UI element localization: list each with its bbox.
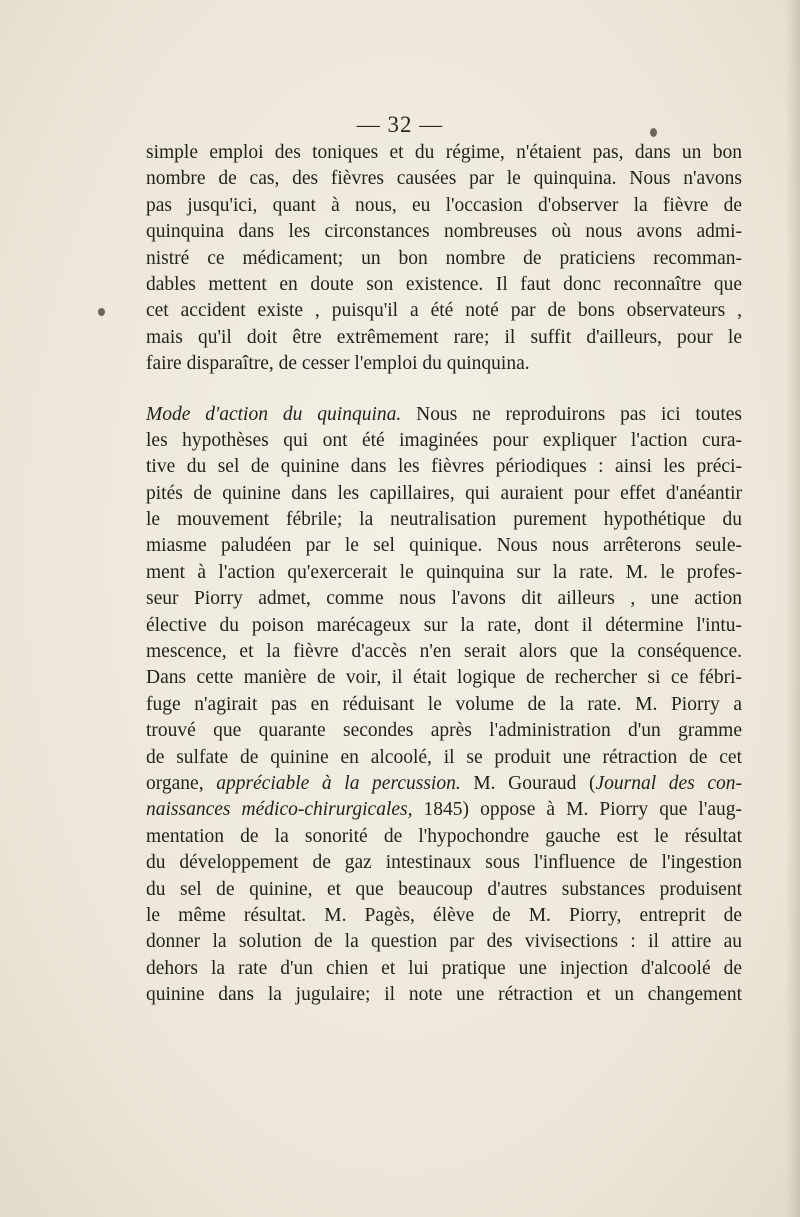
text-line: le même résultat. M. Pagès, élève de M. Piorry, entreprit de: [146, 904, 742, 926]
text-line: dehors la rate d'un chien et lui pratique une injection d'alcoolé de: [146, 957, 742, 979]
text-line: Dans cette manière de voir, il était logique de rechercher si ce fébri-: [146, 667, 742, 689]
text-line: quinquina dans les circonstances nombreuses où nous avons admi-: [146, 221, 742, 243]
text-line: simple emploi des toniques et du régime, n'étaient pas, dans un bon: [146, 142, 742, 163]
text-fragment: organe,: [146, 772, 217, 794]
text-line: du sel de quinine, et que beaucoup d'autres substances produisent: [146, 878, 742, 900]
text-fragment: 1845) oppose à M. Piorry que l'aug-: [412, 799, 743, 821]
text-line: tive du sel de quinine dans les fièvres périodiques : ainsi les préci-: [146, 456, 742, 478]
text-line: seur Piorry admet, comme nous l'avons dit ailleurs , une action: [146, 588, 742, 610]
text-line: faire disparaître, de cesser l'emploi du quinquina.: [146, 353, 530, 375]
text-line: mais qu'il doit être extrêmement rare; il suffit d'ailleurs, pour le: [146, 326, 742, 348]
text-line: mentation de la sonorité de l'hypochondre gauche est le résultat: [146, 825, 742, 847]
paragraph-1: [146, 140, 742, 378]
text-line: [146, 797, 742, 823]
text-line: [146, 402, 742, 428]
text-line: miasme paludéen par le sel quinique. Nous nous arrêterons seule-: [146, 535, 742, 557]
text-line: fuge n'agirait pas en réduisant le volume de la rate. M. Piorry a: [146, 693, 742, 715]
text-line: quinine dans la jugulaire; il note une rétraction et un changement: [146, 984, 742, 1006]
text-line: cet accident existe , puisqu'il a été noté par de bons observateurs ,: [146, 300, 742, 322]
text-line: pas jusqu'ici, quant à nous, eu l'occasion d'observer la fièvre de: [146, 194, 742, 216]
text-fragment: M. Gouraud (: [460, 772, 596, 794]
italic-phrase: appréciable à la percussion.: [216, 772, 461, 794]
section-heading: Mode d'action du quinquina.: [146, 403, 402, 425]
text-line: pités de quinine dans les capillaires, qui auraient pour effet d'anéantir: [146, 482, 742, 504]
text-line: mescence, et la fièvre d'accès n'en serait alors que la conséquence.: [146, 641, 742, 663]
journal-title: naissances médico-chirurgicales,: [146, 799, 413, 821]
journal-title: Journal des con-: [595, 772, 742, 794]
text-line: nombre de cas, des fièvres causées par le quinquina. Nous n'avons: [146, 168, 742, 190]
text-line: les hypothèses qui ont été imaginées pour expliquer l'action cura-: [146, 429, 742, 451]
text-line: donner la solution de la question par des vivisections : il attire au: [146, 931, 742, 953]
text-line: trouvé que quarante secondes après l'administration d'un gramme: [146, 720, 742, 742]
page-number: — 32 —: [356, 112, 444, 137]
page-edge-shadow: [786, 0, 800, 1217]
text-line: le mouvement fébrile; la neutralisation purement hypothétique du: [146, 509, 742, 531]
paragraph-2: [146, 402, 742, 1009]
text-line: [146, 771, 742, 797]
text-line: de sulfate de quinine en alcoolé, il se produit une rétraction de cet: [146, 746, 742, 768]
text-line: dables mettent en doute son existence. Il faut donc reconnaître que: [146, 273, 742, 295]
text-line: du développement de gaz intestinaux sous l'influence de l'ingestion: [146, 852, 742, 874]
ink-speck: [98, 308, 105, 316]
text-line: élective du poison marécageux sur la rate, dont il détermine l'intu-: [146, 614, 742, 636]
page-body: [146, 140, 742, 1009]
text-line: nistré ce médicament; un bon nombre de praticiens recomman-: [146, 247, 742, 269]
text-fragment: Nous ne reproduirons pas ici toutes: [401, 403, 742, 425]
text-line: ment à l'action qu'exercerait le quinquina sur la rate. M. le profes-: [146, 561, 742, 583]
